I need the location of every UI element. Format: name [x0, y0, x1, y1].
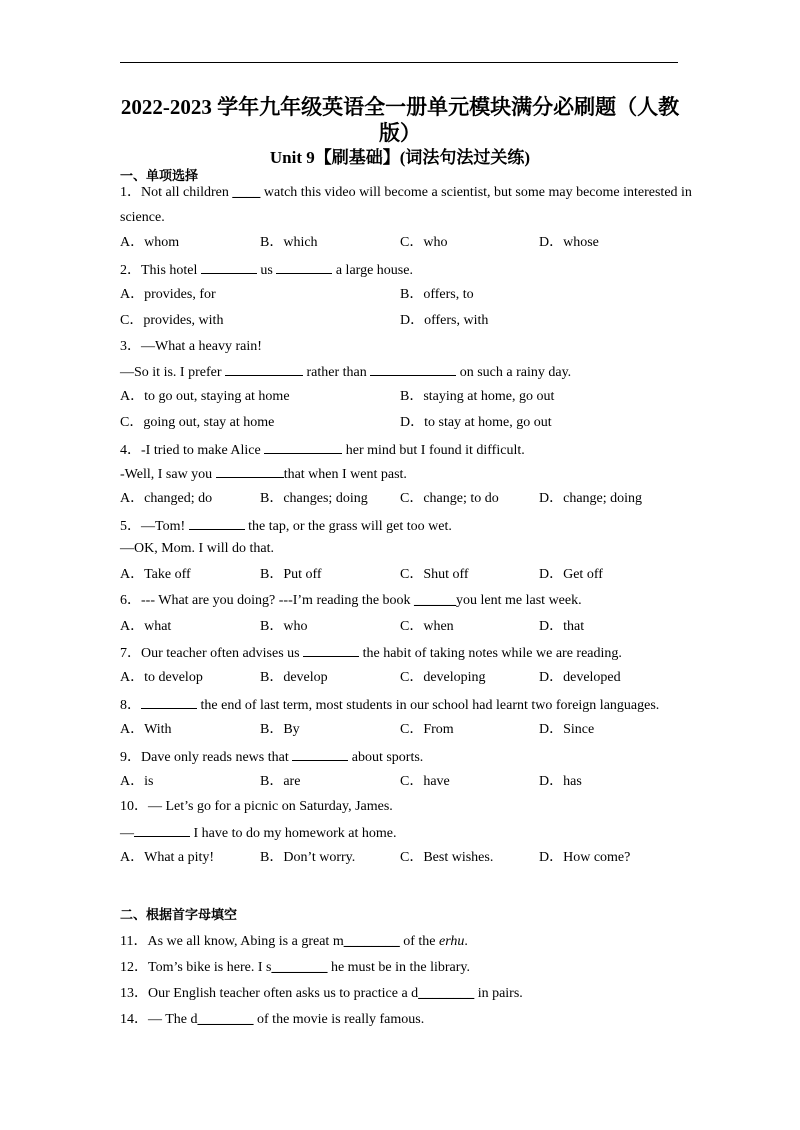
question-text: a large house.: [335, 263, 413, 278]
q7-option-b[interactable]: B．develop: [260, 670, 328, 685]
answer-blank[interactable]: [189, 516, 245, 530]
question-12: [120, 959, 470, 977]
q4-option-b[interactable]: B．changes; doing: [260, 491, 368, 506]
question-3-line-2: [120, 362, 571, 382]
q7-option-a[interactable]: A．to develop: [120, 670, 203, 685]
q5-option-c[interactable]: C．Shut off: [400, 567, 469, 582]
question-number: 14．: [120, 1012, 148, 1027]
q6-option-b[interactable]: B．who: [260, 619, 308, 634]
question-number: 11．: [120, 934, 148, 949]
answer-blank[interactable]: ________: [197, 1012, 254, 1027]
question-text: Not all children: [141, 185, 229, 200]
q8-option-c[interactable]: C．From: [400, 722, 454, 737]
question-number: 13．: [120, 986, 148, 1001]
q10-option-a[interactable]: A．What a pity!: [120, 850, 215, 865]
question-14: [120, 1011, 424, 1029]
question-text: rather than: [306, 365, 367, 380]
question-number: 5．: [120, 519, 141, 534]
answer-blank[interactable]: [303, 643, 359, 657]
title-line-1: 2022-2023 学年九年级英语全一册单元模块满分必刷题（人教: [120, 95, 680, 119]
question-text: This hotel: [141, 263, 198, 278]
answer-blank[interactable]: ____: [232, 185, 261, 200]
question-text: I have to do my homework at home.: [193, 826, 397, 841]
q8-option-a[interactable]: A．With: [120, 722, 172, 737]
q9-option-b[interactable]: B．are: [260, 774, 301, 789]
q3-option-c[interactable]: C．going out, stay at home: [120, 415, 275, 430]
answer-blank[interactable]: [370, 362, 456, 376]
question-text: us: [260, 263, 273, 278]
question-text: — Let’s go for a picnic on Saturday, James.: [148, 799, 393, 814]
question-text: Tom’s bike is here. I s: [148, 960, 272, 975]
q5-option-b[interactable]: B．Put off: [260, 567, 322, 582]
q7-option-c[interactable]: C．developing: [400, 670, 486, 685]
q3-option-d[interactable]: D．to stay at home, go out: [400, 415, 552, 430]
question-number: 6．: [120, 593, 141, 608]
question-text: that when I went past.: [283, 467, 407, 482]
question-text: the tap, or the grass will get too wet.: [248, 519, 452, 534]
question-10-line-2: [120, 823, 396, 843]
answer-blank[interactable]: [141, 695, 197, 709]
question-6: [120, 592, 582, 610]
question-5: [120, 516, 452, 536]
q1-option-d[interactable]: D．whose: [539, 235, 599, 250]
answer-blank[interactable]: [292, 747, 348, 761]
q7-option-d[interactable]: D．developed: [539, 670, 621, 685]
question-text: -I tried to make Alice: [141, 443, 261, 458]
question-number: 12．: [120, 960, 148, 975]
question-number: 10．: [120, 799, 148, 814]
question-text: Our teacher often advises us: [141, 646, 300, 661]
question-1: [120, 184, 692, 202]
question-text: the end of last term, most students in our school had learnt two foreign languages.: [200, 698, 660, 713]
answer-blank[interactable]: [264, 440, 342, 454]
question-5-line-2: —OK, Mom. I will do that.: [120, 541, 274, 556]
answer-blank[interactable]: ________: [271, 960, 328, 975]
question-text: the habit of taking notes while we are reading.: [362, 646, 622, 661]
question-number: 2．: [120, 263, 141, 278]
question-4: [120, 440, 525, 460]
question-text: —So it is. I prefer: [120, 365, 222, 380]
header-rule: [120, 62, 678, 63]
page-title: [115, 94, 685, 146]
q6-option-d[interactable]: D．that: [539, 619, 585, 634]
question-text: — The d: [148, 1012, 198, 1027]
q8-option-d[interactable]: D．Since: [539, 722, 595, 737]
question-text: you lent me last week.: [456, 593, 582, 608]
question-text: in pairs.: [477, 986, 523, 1001]
q9-option-d[interactable]: D．has: [539, 774, 582, 789]
q1-option-c[interactable]: C．who: [400, 235, 448, 250]
answer-blank[interactable]: [134, 823, 190, 837]
answer-blank[interactable]: ______: [414, 593, 457, 608]
section-1-heading: 一、单项选择: [120, 169, 199, 184]
question-text: —What a heavy rain!: [141, 339, 262, 354]
q4-option-c[interactable]: C．change; to do: [400, 491, 499, 506]
q8-option-b[interactable]: B．By: [260, 722, 300, 737]
q10-option-d[interactable]: D．How come?: [539, 850, 631, 865]
question-text: --- What are you doing? ---I’m reading the book: [141, 593, 411, 608]
q4-option-a[interactable]: A．changed; do: [120, 491, 213, 506]
answer-blank[interactable]: [225, 362, 303, 376]
question-text: her mind but I found it difficult.: [345, 443, 525, 458]
q9-option-c[interactable]: C．have: [400, 774, 450, 789]
question-number: 8．: [120, 698, 141, 713]
question-text: -Well, I saw you: [120, 467, 213, 482]
q3-option-b[interactable]: B．staying at home, go out: [400, 389, 555, 404]
q2-option-d[interactable]: D．offers, with: [400, 313, 489, 328]
q4-option-d[interactable]: D．change; doing: [539, 491, 643, 506]
section-2-heading: 二、根据首字母填空: [120, 908, 238, 923]
q1-option-b[interactable]: B．which: [260, 235, 318, 250]
question-text: watch this video will become a scientist, but some may become interested in: [263, 185, 692, 200]
question-text: —Tom!: [141, 519, 186, 534]
q10-option-c[interactable]: C．Best wishes.: [400, 850, 494, 865]
question-4-line-2: [120, 464, 407, 484]
question-text: .: [464, 934, 468, 949]
question-number: 1．: [120, 185, 141, 200]
question-text: of the: [403, 934, 436, 949]
answer-blank[interactable]: ________: [418, 986, 475, 1001]
question-text: about sports.: [351, 750, 424, 765]
question-text: he must be in the library.: [330, 960, 471, 975]
question-11: [120, 933, 468, 951]
q6-option-a[interactable]: A．what: [120, 619, 172, 634]
question-2: [120, 260, 413, 280]
question-number: 9．: [120, 750, 141, 765]
question-8: [120, 695, 659, 715]
question-text: As we all know, Abing is a great m: [147, 934, 344, 949]
q2-option-c[interactable]: C．provides, with: [120, 313, 224, 328]
answer-blank[interactable]: [276, 260, 332, 274]
question-text: of the movie is really famous.: [257, 1012, 425, 1027]
q10-option-b[interactable]: B．Don’t worry.: [260, 850, 356, 865]
page-subtitle: Unit 9【刷基础】(词法句法过关练): [269, 148, 531, 167]
question-9: [120, 747, 423, 767]
question-text: on such a rainy day.: [459, 365, 572, 380]
question-10: [120, 798, 393, 816]
question-7: [120, 643, 622, 663]
question-text: Our English teacher often asks us to practice a d: [148, 986, 419, 1001]
question-text: Dave only reads news that: [141, 750, 289, 765]
title-line-2: 版）: [379, 121, 421, 145]
q2-option-a[interactable]: A．provides, for: [120, 287, 216, 302]
question-number: 7．: [120, 646, 141, 661]
question-text-italic: erhu: [438, 934, 465, 949]
question-number: 3．: [120, 339, 141, 354]
q9-option-a[interactable]: A．is: [120, 774, 154, 789]
q3-option-a[interactable]: A．to go out, staying at home: [120, 389, 290, 404]
question-3: [120, 338, 262, 356]
q2-option-b[interactable]: B．offers, to: [400, 287, 474, 302]
question-text: —: [120, 826, 134, 841]
q1-option-a[interactable]: A．whom: [120, 235, 180, 250]
question-13: [120, 985, 523, 1003]
answer-blank[interactable]: [216, 464, 284, 478]
answer-blank[interactable]: [201, 260, 257, 274]
q6-option-c[interactable]: C．when: [400, 619, 454, 634]
question-number: 4．: [120, 443, 141, 458]
q5-option-d[interactable]: D．Get off: [539, 567, 603, 582]
question-1-continuation: science.: [120, 210, 165, 225]
answer-blank[interactable]: ________: [343, 934, 400, 949]
q5-option-a[interactable]: A．Take off: [120, 567, 191, 582]
